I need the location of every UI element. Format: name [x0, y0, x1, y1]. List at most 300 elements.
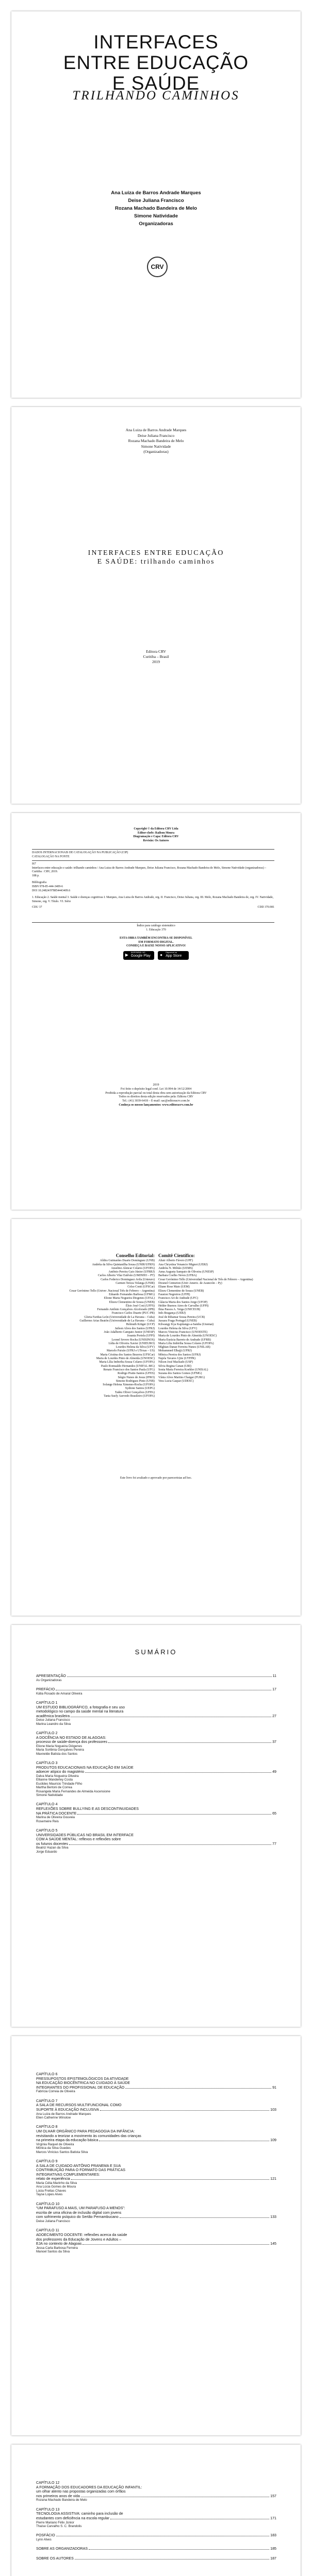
title-page: [11, 407, 301, 804]
board-member: Paulo Romualdo Hernandes (UNIFAL-MG): [101, 1364, 155, 1368]
badge-big-text: Google Play: [130, 954, 151, 958]
toc-page-number: 27: [272, 1714, 276, 1718]
board-member: Maria Cristina dos Santos Bezerra (UFSCar): [100, 1353, 155, 1357]
toc-entry-sub-line[interactable]: [36, 1811, 276, 1816]
inner-publisher: [11, 649, 301, 665]
toc-author: Deise Juliana Francisco: [36, 1718, 70, 1722]
board-member: Gloria Fariñas León (Universidade de La Havana – Cuba): [84, 1315, 155, 1319]
cip-line: ISBN 978-85-444-3409-6: [32, 885, 63, 888]
toc-entry: [36, 1674, 276, 1682]
toc-author: Rosangela Maria Fernandes de Almeida Ascensione: [36, 1789, 110, 1793]
toc-page-number: 49: [272, 1770, 276, 1774]
toc-page-number: 65: [272, 1811, 276, 1816]
board-member: Maria Lília Imbiriba Sousa Colares (UFOPA): [99, 1361, 155, 1364]
board-member: Lídia de Oliveira Xavier (UNIEURO): [108, 1342, 155, 1345]
board-member: Renato Francisco dos Santos Paula (UFG): [103, 1368, 155, 1371]
toc-entry-title-line[interactable]: [36, 2228, 276, 2233]
toc-entry-sub-line[interactable]: [36, 1842, 276, 1846]
toc-title: CAPÍTULO 11: [36, 2228, 59, 2233]
toc-title: PREFÁCIO: [36, 1687, 55, 1691]
toc-subtitle: CONTRIBUIÇÃO PARA O FORMATO DAS PRÁTICAS: [36, 2168, 126, 2173]
board-member: Sydione Santos (UEPG): [125, 1387, 155, 1391]
app-promo-line: ESTA OBRA TAMBÉM ENCONTRA-SE DISPONÍVEL: [119, 937, 193, 940]
scientific-committee-title: Comitê Científico:: [158, 1253, 195, 1258]
toc-author: Ana Luiza de Barros Andrade Marques: [36, 2112, 91, 2116]
toc-page-number: 171: [270, 2516, 276, 2520]
toc-author: Deise Juliana Francisco: [36, 2219, 70, 2223]
toc-title: SOBRE OS AUTORES: [36, 2556, 74, 2561]
toc-author: Dalva Maria Nogueira Oliveira: [36, 1774, 79, 1778]
toc-author: Manoel Santos da Silva: [36, 2250, 70, 2254]
toc-subtitle: A SALA DE CUIDADO ANTÔNIO PRANEMA E SUA: [36, 2163, 121, 2168]
toc-subtitle: REFLEXÕES SOBRE BULLYING E AS DESCONTINUIDADES: [36, 1807, 139, 1811]
toc-subtitle: A FORMAÇÃO DOS EDUCADORES DA EDUCAÇÃO INFANTIL:: [36, 2485, 142, 2489]
cover-title-line: E SAÚDE: [112, 73, 200, 94]
summary-page: [11, 2036, 301, 2435]
toc-title: CAPÍTULO 4: [36, 1802, 58, 1807]
board-member: Diosnel Centurion (Univ Americ. de Asunción – Py): [158, 1282, 222, 1285]
toc-author: Fabrícia Correia de Oliveira: [36, 2090, 75, 2094]
toc-author: Simone Natividade: [36, 1793, 63, 1797]
play-icon: ▶: [125, 953, 128, 957]
toc-author: Beatriz Hazan da Silva: [36, 1846, 69, 1850]
toc-author: Lúcia Freitas Chaves: [36, 2189, 67, 2193]
credit-line: Editor-chefe: Railson Moura: [137, 831, 175, 835]
board-member: Marcos Vinicius Francisco (UNOESTE): [158, 1330, 208, 1334]
board-member: Francisco Carlos Duarte (PUC-PR): [111, 1312, 155, 1315]
cip-body: [32, 862, 274, 910]
toc-title: nos primeiros anos de vida: [36, 2494, 80, 2498]
toc-entry-title-line[interactable]: [36, 2159, 276, 2164]
toc-title: CAPÍTULO 3: [36, 1761, 58, 1766]
toc-entry: [36, 1701, 276, 1726]
toc-entry: [36, 1731, 276, 1756]
toc-entry-title-line[interactable]: [36, 2547, 276, 2551]
board-member: Carmen Tereza Velanga (UNIR): [116, 1282, 155, 1285]
board-member: Solange Helena Ximenes-Rocha (UFOPA): [103, 1383, 155, 1387]
board-page: [11, 1219, 301, 1616]
organizer-name: Simone Natividade: [141, 444, 171, 449]
toc-title: CAPÍTULO 13: [36, 2507, 60, 2512]
publisher-name: Editora CRV: [146, 649, 166, 654]
toc-entry-sub-line[interactable]: [36, 1740, 276, 1744]
board-member: Elione Maria Nogueira Diogenes (UFAL): [104, 1297, 155, 1300]
board-member: Carlos Federico Dominguez Avila (Unieuro): [101, 1278, 155, 1281]
summary-page: [11, 2445, 301, 2576]
footer-line: Tel.: (41) 3039-6418 – E-mail: sac@editoracrv.com.br: [122, 1099, 190, 1103]
board-member: Sérgio Nunes de Jesus (IFRO): [118, 1376, 155, 1379]
toc-subtitle: metodológico no campo da saúde mental na literatura: [36, 1709, 124, 1714]
board-member: Elizeu Clementino de Souza (UNEB): [109, 1300, 155, 1304]
cip-line: DOI 10.24824/978854443409.6: [32, 889, 71, 892]
toc-author: Martha Bertoni de Correa: [36, 1786, 72, 1790]
toc-author: Maria Sortênia Gonçalves Pereira: [36, 1748, 84, 1752]
toc-title: com sofrimento psíquico do Sertão Pernambucano: [36, 2215, 119, 2219]
footer-line: Proibida a reprodução parcial ou total desta obra sem autorização da Editora CRV: [105, 1091, 207, 1095]
cip-header: [32, 851, 274, 859]
toc-entry-title-line[interactable]: [36, 2202, 276, 2207]
toc-entry-title-line[interactable]: [36, 2125, 276, 2129]
toc-entry-title-line[interactable]: [36, 2507, 276, 2512]
footer-line: Todos os direitos desta edição reservados pela: Editora CRV: [119, 1095, 193, 1099]
cip-index: [11, 924, 301, 932]
board-member: Kilwangy Kya Kapitango-a-Samba (Unemat): [158, 1323, 214, 1327]
footer-line: Conheça os nossos lançamentos: www.editoracrv.com.br: [119, 1103, 193, 1107]
toc-title: SOBRE AS ORGANIZADORAS: [36, 2547, 88, 2551]
cover-organizers: [11, 189, 301, 228]
board-member: Jussara Fraga Portugal (UNEB): [158, 1319, 197, 1323]
toc-entry-sub-line[interactable]: [36, 1714, 276, 1719]
board-member: Celso Conti (UFSCar): [127, 1285, 155, 1289]
toc-page-number: 103: [270, 2107, 276, 2112]
toc-entry: [36, 2507, 276, 2529]
toc-title: os futuros docentes: [36, 1841, 68, 1846]
toc-title: CAPÍTULO 5: [36, 1828, 58, 1833]
cip-line: Interfaces entre educação e saúde: trilhando caminhos / Ana Luiza de Barros Andrade Marques, Deise Juliana Francisco, Rozana Machado Bandeira de Melo, Simone Natividade (organizadoras) – Curitiba : CRV, 2019.: [32, 866, 267, 874]
toc-page-number: 91: [272, 2085, 276, 2090]
board-member: Anselmo Alencar Colares (UFOPA): [111, 1266, 155, 1270]
board-member: Barbara Coelho Neves (UFBA): [158, 1274, 197, 1278]
toc-entry: [36, 2072, 276, 2094]
toc-subtitle: A SALA DE RECURSOS MULTIFUNCIONAL COMO: [36, 2103, 122, 2108]
cover-title: [11, 32, 301, 94]
toc-leader-dots: [71, 2179, 269, 2180]
board-member: Leonel Severo Rocha (UNISINOS): [111, 1338, 155, 1342]
toc-entry-title-line[interactable]: [36, 2481, 276, 2485]
board-member: Carlos Alberto Vilar Estêvão (UMINHO – PT): [97, 1274, 155, 1278]
cip-index-title: Índice para catálogo sistemático: [137, 924, 175, 927]
toc-subtitle: INTEGRATIVAS COMPLEMENTARES:: [36, 2172, 100, 2177]
toc-title: na primeira etapa da educação básica: [36, 2138, 98, 2143]
toc-title: CAPÍTULO 9: [36, 2159, 58, 2163]
toc-subtitle: PRESSUPOSTOS EPISTEMOLÓGICOS DA ATIVIDADE: [36, 2076, 129, 2081]
toc-page-number: 133: [270, 2215, 276, 2219]
board-member: Lourdes Helena da Silva (UFV): [158, 1327, 198, 1330]
board-member: Mônica Pereira dos Santos (UFRJ): [158, 1353, 201, 1357]
board-member: Josania Portela (UFPI): [127, 1334, 155, 1338]
cover-subtitle: TRILHANDO CAMINHOS: [72, 89, 240, 103]
board-member: Eliane Rose Maio (UEM): [158, 1285, 190, 1289]
toc-subtitle: TECNOLOGIA ASSISTIVA: caminho para inclusão de: [36, 2512, 123, 2516]
toc-entry-title-line[interactable]: [36, 1701, 276, 1705]
board-member: Anna Augusta Sampaio de Oliveira (UNESP): [158, 1270, 214, 1274]
cip-index-item: 1. Educação 370: [146, 928, 166, 931]
toc-title: EJA no contexto de Alagoas: [36, 2242, 82, 2246]
toc-entry: [36, 2125, 276, 2154]
inner-organizers: [11, 428, 301, 455]
summary-heading: SUMÁRIO: [135, 1648, 177, 1656]
table-of-contents: [36, 1674, 276, 1859]
cover-title-line: INTERFACES: [93, 31, 219, 53]
board-member: Vera Lucia Gaspar (UDESC): [158, 1379, 194, 1383]
toc-leader-dots: [83, 2244, 269, 2245]
toc-subtitle: A DOCÊNCIA NO ESTADO DE ALAGOAS:: [36, 1735, 106, 1740]
board-member: Inês Bragança (UERJ): [158, 1312, 186, 1315]
board-member: Simone Rodrigues Pinto (UNB): [116, 1379, 155, 1383]
toc-entry-sub-line[interactable]: [36, 1770, 276, 1774]
toc-leader-dots: [120, 2217, 269, 2218]
toc-author: Euclides Mauricio Trindade Filho: [36, 1782, 83, 1786]
board-member: Marcelo Paixão (UFRJ e UTexas – US): [106, 1349, 155, 1353]
board-member: Gláucia Maria dos Santos Jorge (UFOP): [158, 1300, 208, 1304]
toc-entry: [36, 2228, 276, 2253]
toc-author: Marcos Vinícius Santos Batista Silva: [36, 2150, 88, 2154]
toc-author: Rozana Machado Bandeira de Melo: [36, 2498, 87, 2502]
editorial-board-title: Conselho Editorial:: [116, 1253, 155, 1258]
review-note: Este livro foi avaliado e aprovado por pareceristas ad hoc.: [120, 1477, 192, 1480]
toc-author: Pierre Mariano Félix Júnior: [36, 2520, 74, 2524]
toc-leader-dots: [85, 1772, 271, 1773]
toc-entry-title-line[interactable]: [36, 2099, 276, 2104]
editorial-board: [42, 1254, 155, 1398]
toc-subtitle: UM ESTUDO BIBLIOGRÁFICO, a fotografia e seu uso: [36, 1705, 125, 1709]
badge-big-text: App Store: [166, 954, 182, 958]
toc-author: Maria Célia Marinho da Silva: [36, 2181, 77, 2185]
organizer-name: Ana Luiza de Barros Andrade Marques: [125, 428, 187, 432]
toc-entry: [36, 2533, 276, 2541]
organizer-name: Rozana Machado Bandeira de Melo: [115, 206, 197, 211]
board-member: Aldira Guimarães Duarte Domínguez (UNB): [100, 1259, 155, 1263]
board-member: Rodrigo Pratte-Santos (UFES): [118, 1372, 155, 1376]
publisher-city: Curitiba – Brasil: [143, 654, 169, 659]
badge-small-text: DISPONÍVEL NO: [130, 952, 145, 954]
toc-title: SUPORTE À EDUCAÇÃO INCLUSIVA: [36, 2107, 99, 2112]
toc-page-number: 77: [272, 1841, 276, 1846]
organizer-label: Organizadoras: [139, 221, 173, 227]
divider: [32, 849, 274, 850]
toc-entry-title-line[interactable]: [36, 1674, 276, 1679]
board-member: Vânia Alves Martins Chaigar (FURG): [158, 1376, 205, 1379]
toc-author: Mônica da Silva Guedes: [36, 2146, 71, 2150]
board-member: Cesar Gerónimo Tello (Univer .Nacional Três de Febrero – Argentina): [69, 1289, 155, 1293]
toc-subtitle: “UM PARAFUSO A MAIS, UM PARAFUSO A MENOS”:: [36, 2206, 125, 2211]
toc-title: CAPÍTULO 1: [36, 1701, 58, 1705]
credits-page: [11, 813, 301, 1210]
board-member: Najela Tavares Ujiie (UTFPR): [158, 1357, 195, 1361]
credit-line: Copyright © da Editora CRV Ltda: [134, 827, 178, 831]
toc-entry: [36, 2556, 276, 2561]
toc-entry-title-line[interactable]: [36, 1687, 276, 1692]
toc-entry-title-line[interactable]: [36, 2072, 276, 2077]
toc-leader-dots: [75, 2559, 269, 2560]
cip-title: DADOS INTERNACIONAIS DE CATALOGAÇÃO NA PUBLICAÇÃO (CIP): [32, 851, 128, 854]
toc-entry-title-line[interactable]: [36, 2533, 276, 2538]
toc-author: Marina de Oliveira Gouveia: [36, 1816, 75, 1820]
toc-author: Elien Catherine Winslow: [36, 2115, 71, 2120]
toc-entry-sub-line[interactable]: [36, 2215, 276, 2219]
board-member: Cesar Gerónimo Tello (Universidad Nacional de Três de Febrero – Argentina): [158, 1278, 253, 1281]
toc-entry: [36, 2099, 276, 2120]
toc-title: CAPÍTULO 10: [36, 2201, 60, 2206]
table-of-contents: [36, 2072, 276, 2259]
toc-title: CAPÍTULO 2: [36, 1731, 58, 1736]
toc-title: estudantes com deficiência na escola regular: [36, 2516, 109, 2520]
board-member: Silvia Regina Canan (URI): [158, 1364, 191, 1368]
toc-title: acadêmica brasileira: [36, 1714, 70, 1718]
organizer-name: Rozana Machado Bandeira de Melo: [128, 438, 184, 443]
toc-title: adoecer atípico do magistério: [36, 1770, 85, 1774]
board-member: Tadeu Oliver Gonçalves (UFPA): [114, 1391, 155, 1394]
toc-author: Marina Leandro da Silva: [36, 1722, 71, 1726]
toc-leader-dots: [125, 2088, 271, 2089]
toc-author: Kátia Rosado de Amaral Oliveira: [36, 1691, 83, 1696]
board-member: Altair Alberto Fávero (UPF): [158, 1259, 193, 1263]
cip-class-right: CDD 370.981: [257, 906, 274, 909]
scientific-committee: [158, 1254, 277, 1383]
board-member: Lourdes Helena da Silva (UFV): [116, 1346, 155, 1349]
toc-subtitle: UNIVERSIDADES PÚBLICAS NO BRASIL EM INTERFACE: [36, 1833, 134, 1837]
toc-leader-dots: [108, 1742, 271, 1743]
cip-class-left: CDU 37: [32, 906, 42, 909]
toc-subtitle: ADOECIMENTO DOCENTE: reflexões acerca da saúde: [36, 2232, 127, 2237]
toc-page-number: 185: [270, 2547, 276, 2551]
board-member: Tania Suely Azevedo Brasileiro (UFOPA): [104, 1394, 155, 1398]
board-member: Suzana dos Santos Gomes (UFMG): [158, 1372, 202, 1376]
board-member: Mohammed Elhajji (UFRJ): [158, 1349, 192, 1353]
toc-entry: [36, 1687, 276, 1696]
toc-page-number: 157: [270, 2494, 276, 2498]
toc-subtitle: COM A SAÚDE MENTAL: reflexos e reflexões sobre: [36, 1837, 121, 1842]
toc-entry: [36, 2159, 276, 2197]
footer-line: Foi feito o depósito legal conf. Lei 10.994 de 14/12/2004: [120, 1087, 192, 1091]
summary-page: [11, 1625, 301, 2027]
toc-title: INTEGRANTES DO PROFISSIONAL DE EDUCAÇÃO: [36, 2085, 125, 2090]
toc-author: Jorge Eduardo: [36, 1850, 57, 1854]
cip-line: 1. Educação 2. Saúde mental 3. Saúde e doenças cognitivas I. Marques, Ana Luiza de Barros Andrade, org. II. Francisco, Deise Juliana, org. III. Melo, Rozana Machado Bandeira de, org. IV. Natividade, Simone, org. V. Título. VI. Série: [32, 896, 274, 903]
app-store-badge[interactable]: [158, 951, 189, 960]
board-member: Ilma Passos A. Veiga (UNICEUB): [158, 1308, 201, 1312]
toc-entry: [36, 1802, 276, 1823]
credit-line: Revisão: Os Autores: [143, 839, 169, 842]
board-member: Antônio Pereira Gaio Júnior (UFRRJ): [108, 1270, 155, 1274]
toc-page-number: 121: [270, 2177, 276, 2181]
toc-author: Rosemeire Reis: [36, 1819, 59, 1823]
divider: [32, 860, 274, 861]
organizer-name: Deise Juliana Francisco: [128, 198, 184, 204]
toc-page-number: 183: [270, 2533, 276, 2538]
toc-title: NA PRÁTICA DOCENTE: [36, 1811, 77, 1816]
cover-page: [11, 11, 301, 398]
organizer-name: Simone Natividade: [134, 213, 178, 219]
toc-page-number: 145: [270, 2242, 276, 2246]
toc-leader-dots: [89, 2549, 269, 2550]
toc-entry-title-line[interactable]: [36, 1761, 276, 1766]
board-member: Nilson José Machado (USP): [158, 1361, 193, 1364]
toc-entry-sub-line[interactable]: [36, 2108, 276, 2112]
board-member: Jailson Alves dos Santos (UFRJ): [114, 1327, 155, 1330]
toc-title: relato de experiência: [36, 2177, 70, 2181]
cip-line: Bibliografia: [32, 881, 47, 885]
board-member: Andréia da Silva Quintanilha Sousa (UNIR/UFRN): [92, 1263, 155, 1266]
board-member: Maria Eurácia Barreto de Andrade (UFRB): [158, 1338, 211, 1342]
divider: [32, 922, 274, 923]
toc-page-number: 17: [272, 1687, 276, 1691]
toc-entry-title-line[interactable]: [36, 2556, 276, 2561]
toc-entry-title-line[interactable]: [36, 1802, 276, 1807]
toc-entry-title-line[interactable]: [36, 1731, 276, 1736]
toc-subtitle: um olhar atento nas propostas organizadas com órfãos: [36, 2489, 126, 2494]
toc-entry-title-line[interactable]: [36, 1828, 276, 1833]
toc-entry-sub-line[interactable]: [36, 2516, 276, 2521]
toc-author: Elione Maria Nogueira Diógenes: [36, 1744, 83, 1748]
board-member: Helmuth Krüger (UCP): [126, 1323, 155, 1327]
cover-title-line: ENTRE EDUCAÇÃO: [63, 52, 249, 73]
toc-entry: [36, 2481, 276, 2502]
inner-title-line: E SAÚDE: trilhando caminhos: [97, 558, 215, 566]
toc-entry-sub-line[interactable]: [36, 2242, 276, 2246]
board-member: Helder Buenos Aires de Carvalho (UFPI): [158, 1304, 209, 1308]
toc-page-number: 11: [272, 1674, 276, 1678]
organizer-name: Deise Juliana Francisco: [137, 433, 175, 438]
toc-page-number: 187: [270, 2556, 276, 2561]
board-member: Élsio José Corá (UFFS): [125, 1304, 155, 1308]
organizer-name: Ana Luiza de Barros Andrade Marques: [111, 190, 201, 196]
inner-title-line: INTERFACES ENTRE EDUCAÇÃO: [88, 549, 224, 557]
board-member: Elizeu Clementino de Souza (UNEB): [158, 1289, 204, 1293]
board-member: Sonia Maria Ferreira Koehler (UNISAL): [158, 1368, 208, 1371]
board-member: Guillermo Arias Beatón (Universidade de La Havana – Cuba): [79, 1319, 155, 1323]
google-play-badge[interactable]: [123, 951, 154, 960]
cip-line: 188 p.: [32, 874, 40, 877]
credit-line: Diagramação e Capa: Editora CRV: [133, 835, 179, 839]
toc-page-number: 37: [272, 1740, 276, 1744]
board-member: Ana Chrystina Venancio Mignot (UERJ): [158, 1263, 208, 1266]
app-promo-line: CONHEÇA E BAIXE NOSSO APLICATIVO!: [126, 944, 186, 948]
credits-top: [11, 827, 301, 843]
app-promo: [11, 937, 301, 948]
toc-subtitle: NA EDUCAÇÃO BIOCÊNTRICA NO CUIDADO À SAÚDE: [36, 2081, 130, 2086]
board-member: Fauston Negreiros (UFPI): [158, 1293, 190, 1296]
toc-author: As Organizadoras: [36, 1678, 62, 1682]
toc-title: CAPÍTULO 7: [36, 2098, 58, 2103]
toc-entry-sub-line[interactable]: [36, 2138, 276, 2143]
toc-subtitle: UM OLHAR ORGÂNICO PARA PEDAGOGIA DA INFÂNCIA:: [36, 2129, 135, 2133]
toc-subtitle: PRODUTOS EDUCACIONAIS NA EDUCAÇÃO EM SAÚDE: [36, 1765, 134, 1770]
apple-icon: ●: [160, 953, 163, 957]
board-member: Míghian Danae Ferreira Nunes (UNILAB): [158, 1346, 210, 1349]
publisher-logo: CRV: [147, 257, 168, 277]
toc-title: CAPÍTULO 8: [36, 2125, 58, 2129]
toc-author: Tayse Lopes Alves: [36, 2193, 63, 2197]
toc-subtitle: escrita de uma oficina de inclusão digital com jovens: [36, 2210, 122, 2215]
board-member: Andréia N. Militão (UEMS): [158, 1266, 193, 1270]
app-promo-line: EM FORMATO DIGITAL.: [138, 940, 174, 944]
credits-footer: [11, 1083, 301, 1108]
toc-entry-sub-line[interactable]: [36, 2177, 276, 2181]
toc-author: Ana Lúcia Gomes de Moura: [36, 2185, 76, 2189]
toc-author: Virgínia Raquel de Oliveira: [36, 2142, 74, 2146]
toc-author: Ellianne Wanderley Costa: [36, 1778, 73, 1782]
toc-leader-dots: [69, 1844, 271, 1845]
toc-title: processo de saúde-doença dos professores: [36, 1740, 108, 1744]
toc-leader-dots: [100, 2110, 269, 2111]
board-member: José de Ribamar Sousa Pereira (UCB): [158, 1315, 205, 1319]
toc-leader-dots: [77, 1814, 271, 1815]
table-of-contents: [36, 2481, 276, 2566]
toc-author: Maxnelde Batista dos Santos: [36, 1752, 78, 1756]
cip-code: I67: [32, 862, 36, 866]
board-member: João Adalberto Campato Junior (UNESP): [104, 1330, 155, 1334]
toc-title: APRESENTAÇÃO: [36, 1674, 66, 1678]
toc-entry: [36, 2202, 276, 2224]
organizer-label: (Organizadoras): [143, 449, 169, 454]
toc-entry-sub-line[interactable]: [36, 2494, 276, 2499]
board-member: Fernando Antônio Gonçalves Alcoforado (IPB): [97, 1308, 155, 1312]
toc-entry: [36, 1828, 276, 1854]
board-member: Maria de Lourdes Pinto de Almeida (UNOESC): [158, 1334, 217, 1338]
toc-title: CAPÍTULO 12: [36, 2481, 60, 2485]
toc-entry-sub-line[interactable]: [36, 2086, 276, 2090]
